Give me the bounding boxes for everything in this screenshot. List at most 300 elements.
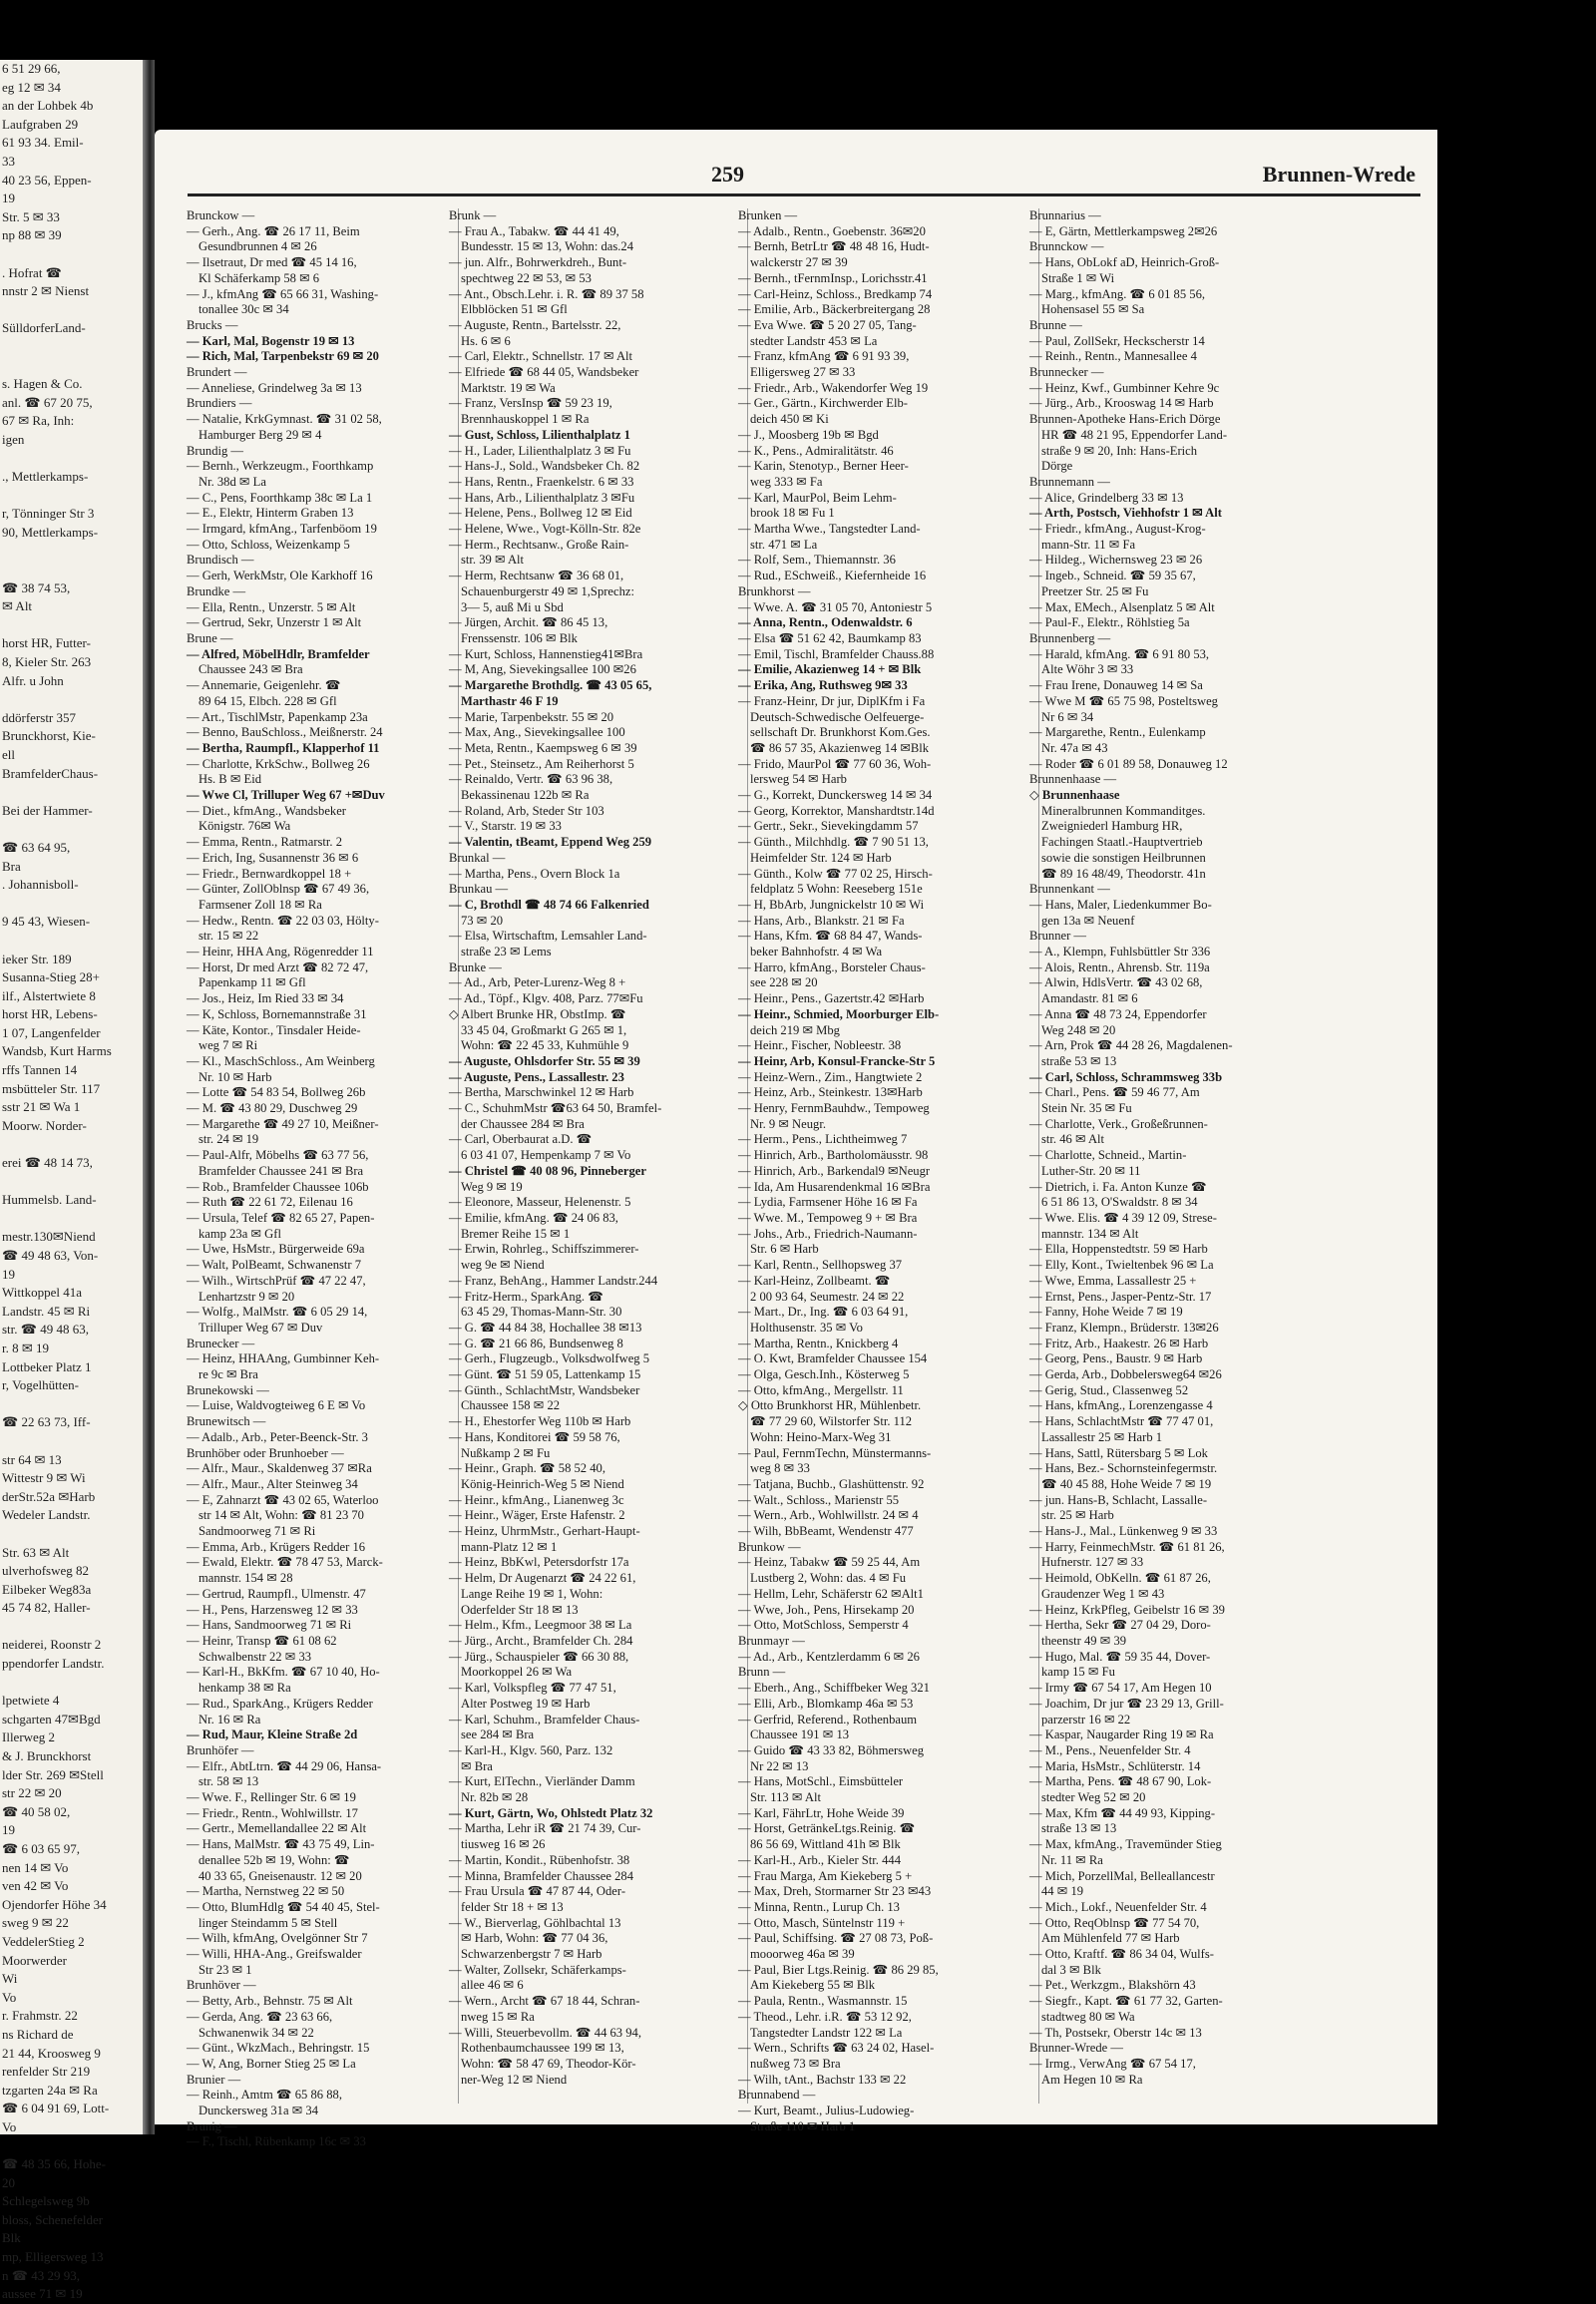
directory-entry: — Auguste, Rentn., Bartelsstr. 22, (449, 317, 621, 332)
directory-entry: — Günt. ☎ 51 59 05, Lattenkamp 15 (449, 1367, 641, 1382)
fragment-line: Wittkoppel 41a (2, 1285, 82, 1301)
directory-entry: — Gerig, Stud., Classenweg 52 (1029, 1382, 1189, 1397)
directory-entry: — Anneliese, Grindelweg 3a ✉ 13 (187, 380, 362, 395)
directory-entry: — Meta, Rentn., Kaempsweg 6 ✉ 39 (449, 740, 637, 755)
directory-entry: weg 7 ✉ Ri (199, 1038, 258, 1053)
directory-entry: — Fanny, Hohe Weide 7 ✉ 19 (1029, 1305, 1183, 1320)
fragment-line (0, 1135, 143, 1154)
surname-heading: Brunnenberg — (1029, 630, 1111, 645)
directory-entry: — Harald, kfmAng. ☎ 6 91 80 53, (1029, 646, 1210, 661)
fragment-line (0, 301, 143, 320)
fragment-line: r. 8 ✉ 19 (2, 1340, 50, 1355)
directory-entry: Schwarzenbergstr 7 ✉ Harb (461, 1947, 602, 1962)
fragment-line: ulverhofsweg 82 (2, 1563, 90, 1579)
directory-columns (183, 208, 1419, 2149)
directory-entry: — Kurt, Schloss, Hannenstieg41✉Bra (449, 646, 643, 661)
fragment-line (0, 245, 143, 264)
directory-entry: — Gertr., Sekr., Sievekingdamm 57 (738, 819, 919, 834)
directory-entry: — Hinrich, Arb., Bartholomäusstr. 98 (738, 1148, 929, 1163)
directory-entry: 6 51 86 13, O'Swaldstr. 8 ✉ 34 (1041, 1195, 1198, 1210)
directory-entry: — Ger., Gärtn., Kirchwerder Elb- (738, 396, 908, 411)
fragment-line: msbütteler Str. 117 (2, 1080, 101, 1096)
directory-entry: — Alfred, MöbelHdlr, Bramfelder (187, 646, 370, 661)
directory-entry: Lenhartzstr 9 ✉ 20 (199, 1289, 295, 1304)
fragment-line: ✉ Alt (2, 598, 33, 614)
directory-entry: — Minna, Bramfelder Chaussee 284 (449, 1868, 634, 1883)
directory-entry: — Hans, SchlachtMstr ☎ 77 47 01, (1029, 1414, 1214, 1429)
fragment-line: Laufgraben 29 (2, 116, 79, 132)
fragment-line (0, 1674, 143, 1693)
directory-entry: — Bernh, BetrLtr ☎ 48 48 16, Hudt- (738, 239, 930, 254)
fragment-line: sweg 9 ✉ 22 (2, 1915, 69, 1931)
directory-entry: — Pet., Steinsetz., Am Reiherhorst 5 (449, 756, 634, 771)
directory-entry: — Willi, Steuerbevollm. ☎ 44 63 94, (449, 2025, 641, 2040)
fragment-line: anl. ☎ 67 20 75, (2, 394, 93, 410)
directory-entry: — Hans, Sattl, Rütersbarg 5 ✉ Lok (1029, 1445, 1208, 1460)
fragment-line: ieker Str. 189 (2, 951, 72, 966)
directory-entry: — Wwe. F., Rellinger Str. 6 ✉ 19 (187, 1790, 356, 1805)
fragment-line (0, 616, 143, 635)
directory-entry: — Helm, Dr Augenarzt ☎ 24 22 61, (449, 1571, 636, 1586)
directory-entry: Chaussee 158 ✉ 22 (461, 1398, 561, 1413)
directory-entry: — Wern., Arb., Wohlwillstr. 24 ✉ 4 (738, 1508, 919, 1523)
directory-entry: — J., Moosberg 19b ✉ Bgd (738, 427, 879, 442)
directory-entry: — Wwe Cl, Trilluper Weg 67 +✉Duv (187, 788, 385, 803)
directory-entry: ◇ Albert Brunke HR, ObstImp. ☎ (449, 1006, 626, 1021)
directory-entry: — Karl-Heinz, Zollbeamt. ☎ (738, 1273, 891, 1288)
fragment-line: Moorwerder (2, 1952, 67, 1968)
directory-entry: Nußkamp 2 ✉ Fu (461, 1445, 551, 1460)
directory-entry: Dunckersweg 31a ✉ 34 (199, 2104, 319, 2118)
directory-entry: — W, Ang, Borner Stieg 25 ✉ La (187, 2056, 356, 2071)
directory-entry: — Ruth ☎ 22 61 72, Eilenau 16 (187, 1195, 353, 1210)
directory-entry: — Martha Wwe., Tangstedter Land- (738, 522, 921, 537)
fragment-line (0, 542, 143, 561)
directory-entry: — Otto, BlumHdlg ☎ 54 40 45, Stel- (187, 1899, 380, 1914)
directory-entry: — Karl-H., Klgv. 560, Parz. 132 (449, 1742, 613, 1757)
directory-entry: — Wwe. A. ☎ 31 05 70, Antoniestr 5 (738, 599, 933, 614)
directory-entry: — Herm., Pens., Lichtheimweg 7 (738, 1132, 908, 1147)
directory-entry: — F., Tischl, Rübenkamp 16c ✉ 33 (187, 2134, 366, 2149)
fragment-line: nen 14 ✉ Vo (2, 1859, 69, 1875)
directory-entry: — Helene, Pens., Bollweg 12 ✉ Eid (449, 506, 632, 521)
directory-entry: — Marg., kfmAng. ☎ 6 01 85 56, (1029, 286, 1206, 301)
fragment-line: 33 (2, 153, 15, 169)
fragment-line: Landstr. 45 ✉ Ri (2, 1303, 91, 1319)
directory-entry: — Emilie, Akazienweg 14 + ✉ Blk (738, 662, 922, 677)
directory-entry: — Heinz, UhrmMstr., Gerhart-Haupt- (449, 1524, 640, 1539)
fragment-line: 67 ✉ Ra, Inh: (2, 413, 75, 429)
directory-entry: — Heinr., Wäger, Erste Hafenstr. 2 (449, 1508, 625, 1523)
fragment-line: Alfr. u John (2, 672, 64, 688)
fragment-line: 9 45 43, Wiesen- (2, 914, 91, 930)
fragment-line (0, 932, 143, 951)
column-4 (1029, 208, 1301, 2109)
directory-entry: — Heinr., Pens., Gazertstr.42 ✉Harb (738, 991, 925, 1006)
fragment-line: Str. 5 ✉ 33 (2, 208, 60, 224)
fragment-line: ☎ 22 63 73, Iff- (2, 1414, 91, 1430)
directory-entry: — G. ☎ 21 66 86, Bundsenweg 8 (449, 1336, 623, 1350)
directory-entry: — Alfr., Maur., Skaldenweg 37 ✉Ra (187, 1461, 372, 1476)
directory-entry: — Franz, BehAng., Hammer Landstr.244 (449, 1273, 658, 1288)
directory-entry: — C., Pens, Foorthkamp 38c ✉ La 1 (187, 490, 373, 505)
directory-entry: Straße 1 ✉ Wi (1041, 270, 1115, 285)
directory-entry: Holthusenstr. 35 ✉ Vo (750, 1320, 863, 1335)
directory-entry: — Margarethe, Rentn., Eulenkamp (1029, 725, 1206, 740)
directory-entry: — Hildeg., Wichernsweg 23 ✉ 26 (1029, 553, 1203, 568)
directory-entry: tiusweg 16 ✉ 26 (461, 1837, 546, 1852)
surname-heading: Brunekowski — (187, 1382, 269, 1397)
directory-entry: Bekassinenau 122b ✉ Ra (461, 788, 590, 803)
directory-entry: — Hinrich, Arb., Barkendal9 ✉Neugr (738, 1163, 931, 1178)
directory-entry: — H., Pens, Harzensweg 12 ✉ 33 (187, 1602, 358, 1617)
directory-entry: — Carl, Oberbaurat a.D. ☎ (449, 1132, 593, 1147)
directory-entry: — Martha, Nernstweg 22 ✉ 50 (187, 1884, 345, 1899)
surname-heading: Brundke — (187, 583, 246, 598)
directory-entry: weg 9e ✉ Niend (461, 1258, 545, 1273)
directory-entry: mannstr. 134 ✉ Alt (1041, 1226, 1139, 1241)
directory-entry: — Bertha, Raumpfl., Klapperhof 11 (187, 740, 380, 755)
directory-entry: — Otto, Kraftf. ☎ 86 34 04, Wulfs- (1029, 1947, 1214, 1962)
directory-entry: — Christel ☎ 40 08 96, Pinneberger (449, 1163, 646, 1178)
fragment-line: Wedeler Landstr. (2, 1507, 91, 1523)
page-header (155, 162, 1437, 192)
directory-entry: — G. ☎ 44 84 38, Hochallee 38 ✉13 (449, 1320, 642, 1335)
directory-entry: spechtweg 22 ✉ 53, ✉ 53 (461, 270, 592, 285)
directory-entry: str. 39 ✉ Alt (461, 553, 525, 568)
directory-entry: Rothenbaumchaussee 199 ✉ 13, (461, 2041, 624, 2056)
fragment-line (0, 820, 143, 839)
directory-entry: — Hans, Sandmoorweg 71 ✉ Ri (187, 1618, 352, 1633)
directory-entry: str. 24 ✉ 19 (199, 1132, 259, 1147)
directory-entry: — Günth., Kolw ☎ 77 02 25, Hirsch- (738, 866, 933, 881)
fragment-line: 90, Mettlerkamps- (2, 524, 99, 540)
directory-entry: Nr. 10 ✉ Harb (199, 1069, 272, 1084)
directory-entry: — Friedr., Rentn., Wohlwillstr. 17 (187, 1805, 358, 1820)
surname-heading: Brunkhorst — (738, 583, 811, 598)
directory-entry: — Hans-J., Sold., Wandsbeker Ch. 82 (449, 459, 640, 474)
directory-entry: — Alice, Grindelberg 33 ✉ 13 (1029, 490, 1184, 505)
directory-entry: — Frau Irene, Donauweg 14 ✉ Sa (1029, 678, 1203, 693)
fragment-line: lpetwiete 4 (2, 1693, 60, 1709)
directory-entry: — Elsa ☎ 51 62 42, Baumkamp 83 (738, 630, 922, 645)
directory-entry: — Valentin, tBeamt, Eppend Weg 259 (449, 835, 652, 850)
directory-entry: str. 25 ✉ Harb (1041, 1508, 1114, 1523)
directory-entry: 86 56 69, Wittland 41h ✉ Blk (750, 1837, 901, 1852)
directory-entry: dal 3 ✉ Blk (1041, 1962, 1101, 1977)
fragment-line: Vo (2, 2118, 17, 2134)
directory-entry: — Reinh., Amtm ☎ 65 86 88, (187, 2088, 342, 2103)
fragment-line: bloss, Schenefelder (2, 2211, 104, 2227)
surname-heading: Brunk — (449, 208, 497, 222)
directory-entry: — Elfriede ☎ 68 44 05, Wandsbeker (449, 365, 639, 380)
directory-entry: straße 53 ✉ 13 (1041, 1053, 1117, 1068)
directory-entry: Alter Postweg 19 ✉ Harb (461, 1696, 591, 1711)
fragment-line: schgarten 47✉Bgd (2, 1711, 101, 1727)
directory-entry: Schauenburgerstr 49 ✉ 1,Sprechz: (461, 583, 634, 598)
directory-entry: — Horst, GetränkeLtgs.Reinig. ☎ (738, 1821, 916, 1836)
directory-entry: — Emil, Tischl, Bramfelder Chauss.88 (738, 646, 935, 661)
directory-entry: — Rolf, Sem., Thiemannstr. 36 (738, 553, 896, 568)
directory-entry: — Elly, Kont., Twieltenbek 96 ✉ La (1029, 1258, 1214, 1273)
fragment-line (0, 338, 143, 357)
fragment-line (0, 449, 143, 468)
directory-page (155, 130, 1437, 2149)
directory-entry: — Heimold, ObKelln. ☎ 61 87 26, (1029, 1571, 1211, 1586)
directory-entry: — E., Elektr, Hinterm Graben 13 (187, 506, 354, 521)
directory-entry: Farmsener Zoll 18 ✉ Ra (199, 897, 322, 912)
directory-entry: — Karl-H., Arb., Kieler Str. 444 (738, 1852, 901, 1867)
directory-entry: gen 13a ✉ Neuenf (1041, 913, 1135, 928)
directory-entry: Chaussee 243 ✉ Bra (199, 662, 303, 677)
directory-entry: weg 333 ✉ Fa (750, 474, 823, 489)
directory-entry: — Paul-Alfr, Möbelhs ☎ 63 77 56, (187, 1148, 369, 1163)
directory-entry: — jun. Alfr., Bohrwerkdreh., Bunt- (449, 255, 627, 270)
surname-heading: Brunmayr — (738, 1633, 805, 1648)
directory-entry: — Ewald, Elektr. ☎ 78 47 53, Marck- (187, 1555, 383, 1570)
directory-entry: — Otto, Schloss, Weizenkamp 5 (187, 537, 350, 552)
fragment-line: Wittestr 9 ✉ Wi (2, 1470, 86, 1486)
directory-entry: Luther-Str. 20 ✉ 11 (1041, 1163, 1141, 1178)
directory-entry: — Heinr., Graph. ☎ 58 52 40, (449, 1461, 605, 1476)
directory-entry: 44 ✉ 19 (1041, 1884, 1084, 1899)
directory-entry: — Roder ☎ 6 01 89 58, Donauweg 12 (1029, 756, 1228, 771)
directory-entry: henkamp 38 ✉ Ra (199, 1681, 291, 1696)
surname-heading: Brunhöfer — (187, 1742, 254, 1757)
directory-entry: — Gust, Schloss, Lilienthalplatz 1 (449, 427, 630, 442)
directory-entry: — Mich., Lokf., Neuenfelder Str. 4 (1029, 1899, 1207, 1914)
fragment-line: str. ☎ 49 48 63, (2, 1322, 89, 1338)
directory-entry: ☎ 77 29 60, Wilstorfer Str. 112 (750, 1414, 913, 1429)
directory-entry: kamp 15 ✉ Fu (1041, 1665, 1115, 1680)
directory-entry: — Paul, Schiffsing. ☎ 27 08 73, Poß- (738, 1931, 934, 1946)
directory-entry: — Dietrich, i. Fa. Anton Kunze ☎ (1029, 1179, 1207, 1194)
directory-entry: — Bertha, Marschwinkel 12 ✉ Harb (449, 1085, 634, 1100)
surname-heading: Brunckow — (187, 208, 255, 222)
directory-entry: Graudenzer Weg 1 ✉ 43 (1041, 1586, 1165, 1601)
directory-entry: Preetzer Str. 25 ✉ Fu (1041, 583, 1149, 598)
directory-entry: — C., SchuhmMstr ☎63 64 50, Bramfel- (449, 1101, 662, 1116)
directory-entry: Brunnen-Apotheke Hans-Erich Dörge (1029, 412, 1221, 427)
column-3 (738, 208, 1009, 2133)
page-number: 259 (711, 162, 744, 187)
directory-entry: — Frau A., Tabakw. ☎ 44 41 49, (449, 223, 619, 238)
directory-entry: — Margarethe Brothdlg. ☎ 43 05 65, (449, 678, 652, 693)
fragment-line: mestr.130✉Niend (2, 1229, 96, 1245)
fragment-line: Eilbeker Weg83a (2, 1581, 92, 1597)
fragment-line: 6 51 29 66, (2, 61, 61, 76)
directory-entry: — Herm., Rechtsanw., Große Rain- (449, 537, 629, 552)
directory-entry: 2 00 93 64, Seumestr. 24 ✉ 22 (750, 1289, 905, 1304)
directory-entry: — Anna ☎ 48 73 24, Eppendorfer (1029, 1006, 1207, 1021)
directory-entry: — Anna, Rentn., Odenwaldstr. 6 (738, 615, 913, 630)
fragment-line (0, 1525, 143, 1544)
directory-entry: 33 45 04, Großmarkt G 265 ✉ 1, (461, 1022, 627, 1037)
directory-entry: — Theod., Lehr. i.R. ☎ 53 12 92, (738, 2009, 912, 2024)
surname-heading: Brunke — (449, 960, 502, 974)
directory-entry: — Uwe, HsMstr., Bürgerweide 69a (187, 1242, 365, 1257)
directory-entry: — Hans, Kfm. ☎ 68 84 47, Wands- (738, 929, 923, 944)
directory-entry: brook 18 ✉ Fu 1 (750, 506, 835, 521)
directory-entry: — Gerda, Ang. ☎ 23 63 66, (187, 2009, 333, 2024)
directory-entry: — Jürgen, Archit. ☎ 86 45 13, (449, 615, 608, 630)
directory-entry: — Arth, Postsch, Viehhofstr 1 ✉ Alt (1029, 506, 1222, 521)
fragment-line: ., Mettlerkamps- (2, 469, 89, 485)
directory-entry: Oderfelder Str 18 ✉ 13 (461, 1602, 579, 1617)
directory-entry: — Wilh, tAnt., Bachstr 133 ✉ 22 (738, 2072, 907, 2087)
header-rule (188, 193, 1420, 196)
directory-entry: see 284 ✉ Bra (461, 1728, 535, 1742)
directory-entry: Bremer Reihe 15 ✉ 1 (461, 1226, 571, 1241)
directory-entry: — Walt, PolBeamt, Schwanenstr 7 (187, 1258, 362, 1273)
directory-entry: — Henry, FernmBauhdw., Tempoweg (738, 1101, 930, 1116)
fragment-line: nnstr 2 ✉ Nienst (2, 283, 90, 299)
directory-entry: — Lydia, Farmsener Höhe 16 ✉ Fa (738, 1195, 918, 1210)
surname-heading: Brunne — (1029, 317, 1082, 332)
directory-entry: Stein Nr. 35 ✉ Fu (1041, 1101, 1132, 1116)
directory-entry: stadtweg 80 ✉ Wa (1041, 2009, 1135, 2024)
directory-entry: — Rob., Bramfelder Chaussee 106b (187, 1179, 369, 1194)
directory-entry: — Max, Ang., Sievekingsallee 100 (449, 725, 625, 740)
fragment-line: tzgarten 24a ✉ Ra (2, 2082, 98, 2098)
fragment-line (0, 2137, 143, 2156)
directory-entry: — Emilie, Arb., Bäckerbreitergang 28 (738, 302, 931, 317)
directory-entry: ◇ Brunnenhaase (1029, 788, 1120, 803)
directory-entry: Bundesstr. 15 ✉ 13, Wohn: das.24 (461, 239, 634, 254)
directory-entry: — Auguste, Pens., Lassallestr. 23 (449, 1069, 624, 1084)
directory-entry: kamp 23a ✉ Gfl (199, 1226, 281, 1241)
directory-entry: — Wilh, BbBeamt, Wendenstr 477 (738, 1524, 914, 1539)
directory-entry: — Günter, ZollOblnsp ☎ 67 49 36, (187, 882, 370, 897)
directory-entry: — Siegfr., Kapt. ☎ 61 77 32, Garten- (1029, 1994, 1223, 2009)
directory-entry: — Fritz, Arb., Haakestr. 26 ✉ Harb (1029, 1336, 1209, 1350)
fragment-line: ☎ 63 64 95, (2, 839, 71, 855)
directory-entry: — Hans-J., Mal., Lünkenweg 9 ✉ 33 (1029, 1524, 1218, 1539)
directory-entry: — Walter, Zollsekr, Schäferkamps- (449, 1962, 626, 1977)
directory-entry: deich 450 ✉ Ki (750, 412, 829, 427)
directory-entry: — Gerh., Flugzeugb., Volksdwolfweg 5 (449, 1351, 650, 1366)
fragment-line: sstr 21 ✉ Wa 1 (2, 1099, 81, 1115)
book-gutter (143, 60, 155, 2134)
directory-entry: — Emilie, kfmAng. ☎ 24 06 83, (449, 1211, 618, 1225)
directory-entry: — Friedr., Arb., Wakendorfer Weg 19 (738, 380, 929, 395)
directory-entry: — Heinr, HHA Ang, Rögenredder 11 (187, 945, 374, 960)
fragment-line: Brunckhorst, Kie- (2, 728, 96, 744)
directory-entry: — Diet., kfmAng., Wandsbeker (187, 803, 346, 818)
directory-entry: str. 46 ✉ Alt (1041, 1132, 1105, 1147)
directory-entry: mooorweg 46a ✉ 39 (750, 1947, 855, 1962)
directory-entry: Marthastr 46 F 19 (461, 693, 559, 708)
directory-entry: — Alois, Rentn., Ahrensb. Str. 119a (1029, 960, 1210, 974)
directory-entry: — Otto, kfmAng., Mergellstr. 11 (738, 1382, 904, 1397)
directory-entry: Straße 110 ✉ Harb 1 (750, 2118, 856, 2133)
directory-entry: mann-Str. 11 ✉ Fa (1041, 537, 1136, 552)
directory-entry: — Elfr., AbtLtrn. ☎ 44 29 06, Hansa- (187, 1758, 382, 1773)
directory-entry: — Franz, Klempn., Brüderstr. 13✉26 (1029, 1320, 1219, 1335)
directory-entry: — Franz, VersInsp ☎ 59 23 19, (449, 396, 612, 411)
directory-entry: — W., Bierverlag, Göhlbachtal 13 (449, 1915, 621, 1930)
directory-entry: — Friedr., Bernwardkoppel 18 + (187, 866, 352, 881)
directory-entry: ◇ Otto Brunkhorst HR, Mühlenbetr. (738, 1398, 922, 1413)
fragment-line: renfelder Str 219 (2, 2064, 91, 2080)
fragment-line: Lottbeker Platz 1 (2, 1358, 92, 1374)
directory-entry: — Heinr., Fischer, Nobleestr. 38 (738, 1038, 902, 1053)
directory-entry: — Gerfrid, Referend., Rothenbaum (738, 1712, 918, 1727)
directory-entry: — Elsa, Wirtschaftm, Lemsahler Land- (449, 929, 647, 944)
directory-entry: — Rud., SparkAng., Krügers Redder (187, 1696, 373, 1711)
fragment-line: s. Hagen & Co. (2, 376, 83, 392)
directory-entry: — Günth., Milchhdlg. ☎ 7 90 51 13, (738, 835, 929, 850)
directory-entry: — Kurt, Gärtn, Wo, Ohlstedt Platz 32 (449, 1805, 653, 1820)
directory-entry: — Martha, Lehr iR ☎ 21 74 39, Cur- (449, 1821, 641, 1836)
directory-entry: ✉ Harb, Wohn: ☎ 77 04 36, (461, 1931, 608, 1946)
directory-entry: — Karl, Volkspfleg ☎ 77 47 51, (449, 1681, 616, 1696)
directory-entry: — Carl, Elektr., Schnellstr. 17 ✉ Alt (449, 349, 633, 364)
column-1 (187, 208, 458, 2149)
fragment-line: derStr.52a ✉Harb (2, 1488, 96, 1504)
directory-entry: — Max, EMech., Alsenplatz 5 ✉ Alt (1029, 599, 1215, 614)
directory-entry: Moorkoppel 26 ✉ Wa (461, 1665, 573, 1680)
fragment-line: rffs Tannen 14 (2, 1062, 78, 1078)
directory-entry: — Gerh., Ang. ☎ 26 17 11, Beim (187, 223, 360, 238)
directory-entry: — Otto, MotSchloss, Semperstr 4 (738, 1618, 909, 1633)
fragment-line: Moorw. Norder- (2, 1117, 87, 1133)
directory-entry: allee 46 ✉ 6 (461, 1978, 524, 1993)
surname-heading: Brunnenhaase — (1029, 772, 1117, 787)
surname-heading: Brunhöver — (187, 1978, 256, 1993)
surname-heading: Brucks — (187, 317, 238, 332)
directory-entry: — Jos., Heiz, Im Ried 33 ✉ 34 (187, 991, 344, 1006)
surname-heading: Brunecker — (187, 1336, 255, 1350)
directory-entry: — Hans, Rentn., Fraenkelstr. 6 ✉ 33 (449, 474, 634, 489)
directory-entry: Hamburger Berg 29 ✉ 4 (199, 427, 322, 442)
directory-entry: feldplatz 5 Wohn: Reeseberg 151e (750, 882, 923, 897)
directory-entry: — Friedr., kfmAng., August-Krog- (1029, 522, 1206, 537)
directory-entry: — Heinz, BbKwl, Petersdorfstr 17a (449, 1555, 629, 1570)
fragment-line (0, 1395, 143, 1414)
directory-entry: Nr. 38d ✉ La (199, 474, 266, 489)
directory-entry: — Gertr., Memellandallee 22 ✉ Alt (187, 1821, 367, 1836)
directory-entry: — Paul, ZollSekr, Heckscherstr 14 (1029, 333, 1205, 348)
directory-entry: — M, Ang, Sievekingsallee 100 ✉26 (449, 662, 636, 677)
directory-entry: — Wwe M ☎ 65 75 98, Posteltsweg (1029, 693, 1218, 708)
directory-entry: — O. Kwt, Bramfelder Chaussee 154 (738, 1351, 928, 1366)
surname-heading: Brune — (187, 630, 233, 645)
directory-entry: Nr. 82b ✉ 28 (461, 1790, 529, 1805)
directory-entry: ner-Weg 12 ✉ Niend (461, 2072, 568, 2087)
fragment-line: igen (2, 431, 25, 447)
directory-entry: — Paul-F., Elektr., Röhlstieg 5a (1029, 615, 1190, 630)
directory-entry: Sandmoorweg 71 ✉ Ri (199, 1524, 316, 1539)
fragment-line (0, 487, 143, 506)
directory-entry: — Betty, Arb., Behnstr. 75 ✉ Alt (187, 1994, 353, 2009)
fragment-line: Susanna-Stieg 28+ (2, 969, 100, 985)
fragment-line (0, 1173, 143, 1192)
directory-entry: Hs. 6 ✉ 6 (461, 333, 511, 348)
fragment-line: str 64 ✉ 13 (2, 1451, 62, 1467)
directory-entry: — E, Zahnarzt ☎ 43 02 65, Waterloo (187, 1492, 379, 1507)
directory-entry: — Wwe. M., Tempoweg 9 + ✉ Bra (738, 1211, 918, 1225)
directory-entry: — Ursula, Telef ☎ 82 65 27, Papen- (187, 1211, 375, 1225)
fragment-line: ns Richard de (2, 2026, 74, 2042)
directory-entry: — Horst, Dr med Arzt ☎ 82 72 47, (187, 960, 369, 974)
directory-entry: — Rud, Maur, Kleine Straße 2d (187, 1728, 358, 1742)
surname-heading: Brunnemann — (1029, 474, 1110, 489)
directory-entry: str 14 ✉ Alt, Wohn: ☎ 81 23 70 (199, 1508, 364, 1523)
fragment-line: aussee 71 ✉ 19 (2, 2286, 83, 2302)
directory-entry: — Jürg., Archt., Bramfelder Ch. 284 (449, 1633, 633, 1648)
fragment-line: Hummelsb. Land- (2, 1192, 97, 1208)
